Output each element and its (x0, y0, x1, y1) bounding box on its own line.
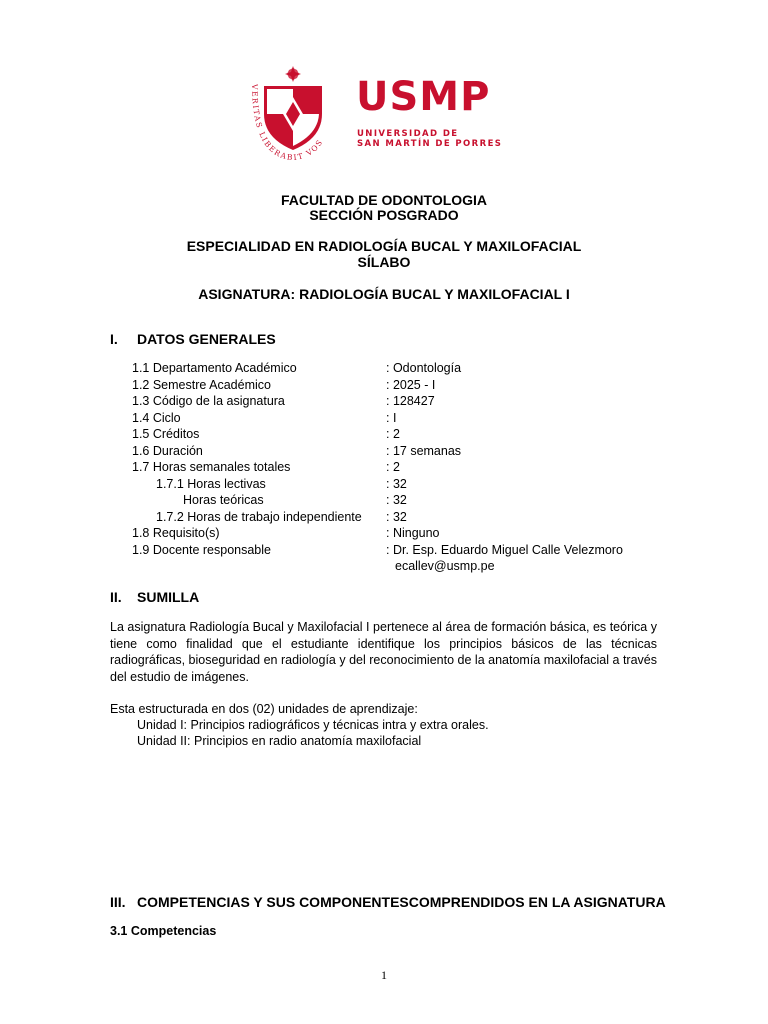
units-intro: Esta estructurada en dos (02) unidades de aprendizaje: (110, 702, 418, 716)
section-title: SECCIÓN POSGRADO (309, 207, 459, 223)
data-label: 1.1 Departamento Académico (132, 361, 297, 375)
data-value: : Ninguno (386, 526, 440, 540)
shield-crest-icon (240, 62, 350, 162)
data-label: 1.7 Horas semanales totales (132, 460, 291, 474)
data-value: : 2 (386, 460, 400, 474)
data-label: 1.8 Requisito(s) (132, 526, 220, 540)
data-label: 1.6 Duración (132, 444, 203, 458)
section-2-heading (110, 589, 199, 605)
unit-item: Unidad II: Principios en radio anatomía maxilofacial (137, 734, 422, 748)
competencies-subheading: 3.1 Competencias (110, 924, 217, 938)
data-label: 1.9 Docente responsable (132, 543, 271, 557)
page-number: 1 (381, 968, 387, 982)
section-3-number: III. (110, 894, 126, 910)
logo-line-2: SAN MARTÍN DE PORRES (357, 139, 503, 149)
data-value: : 17 semanas (386, 444, 462, 458)
data-value: : 128427 (386, 394, 435, 408)
data-label: Horas teóricas (183, 493, 264, 507)
section-1-heading (110, 331, 276, 347)
logo-motto: VERITAS LIBERABIT VOS (249, 84, 325, 162)
logo-subtitle (357, 129, 502, 149)
logo-brand: USMP (356, 74, 491, 120)
data-value: : Odontología (386, 361, 462, 375)
data-label: 1.7.1 Horas lectivas (156, 477, 266, 491)
data-label: 1.7.2 Horas de trabajo independiente (156, 510, 362, 524)
unit-item: Unidad I: Principios radiográficos y técnicas intra y extra orales. (137, 718, 489, 732)
faculty-title: FACULTAD DE ODONTOLOGIA (280, 192, 488, 208)
section-3-title: COMPETENCIAS Y SUS COMPONENTESCOMPRENDIDOS EN LA ASIGNATURA (137, 894, 666, 910)
course-title: ASIGNATURA: RADIOLOGÍA BUCAL Y MAXILOFACIAL I (198, 286, 570, 302)
data-label: 1.4 Ciclo (132, 411, 181, 425)
section-1-title: DATOS GENERALES (137, 331, 276, 347)
section-1-number: I. (110, 331, 118, 347)
sumilla-paragraph: La asignatura Radiología Bucal y Maxilofacial I pertenece al área de formación básica, es teórica y tiene como finalidad que el estudiante identifique los principios básicos de las técnicas radiográficas, bioseguridad en radiología y del reconocimiento de la anatomía maxilofacial a través del estudio de imágenes. (110, 620, 657, 684)
teacher-email: ecallev@usmp.pe (395, 559, 495, 573)
data-value: : 32 (386, 510, 407, 524)
data-value: : 2025 - I (386, 378, 436, 392)
data-value: : Dr. Esp. Eduardo Miguel Calle Velezmoro (386, 543, 623, 557)
section-2-number: II. (110, 589, 122, 605)
data-label: 1.5 Créditos (132, 427, 200, 441)
logo-line-1: UNIVERSIDAD DE (357, 129, 459, 139)
data-value: : 32 (386, 493, 407, 507)
section-2-title: SUMILLA (137, 589, 200, 605)
specialty-title: ESPECIALIDAD EN RADIOLOGÍA BUCAL Y MAXILOFACIAL (186, 238, 582, 254)
data-value: : 2 (386, 427, 400, 441)
data-label: 1.2 Semestre Académico (132, 378, 271, 392)
section-3-heading (110, 894, 666, 910)
document-type: SÍLABO (357, 254, 411, 270)
data-label: 1.3 Código de la asignatura (132, 394, 285, 408)
data-value: : I (386, 411, 397, 425)
data-value: : 32 (386, 477, 407, 491)
usmp-logo (240, 62, 520, 162)
